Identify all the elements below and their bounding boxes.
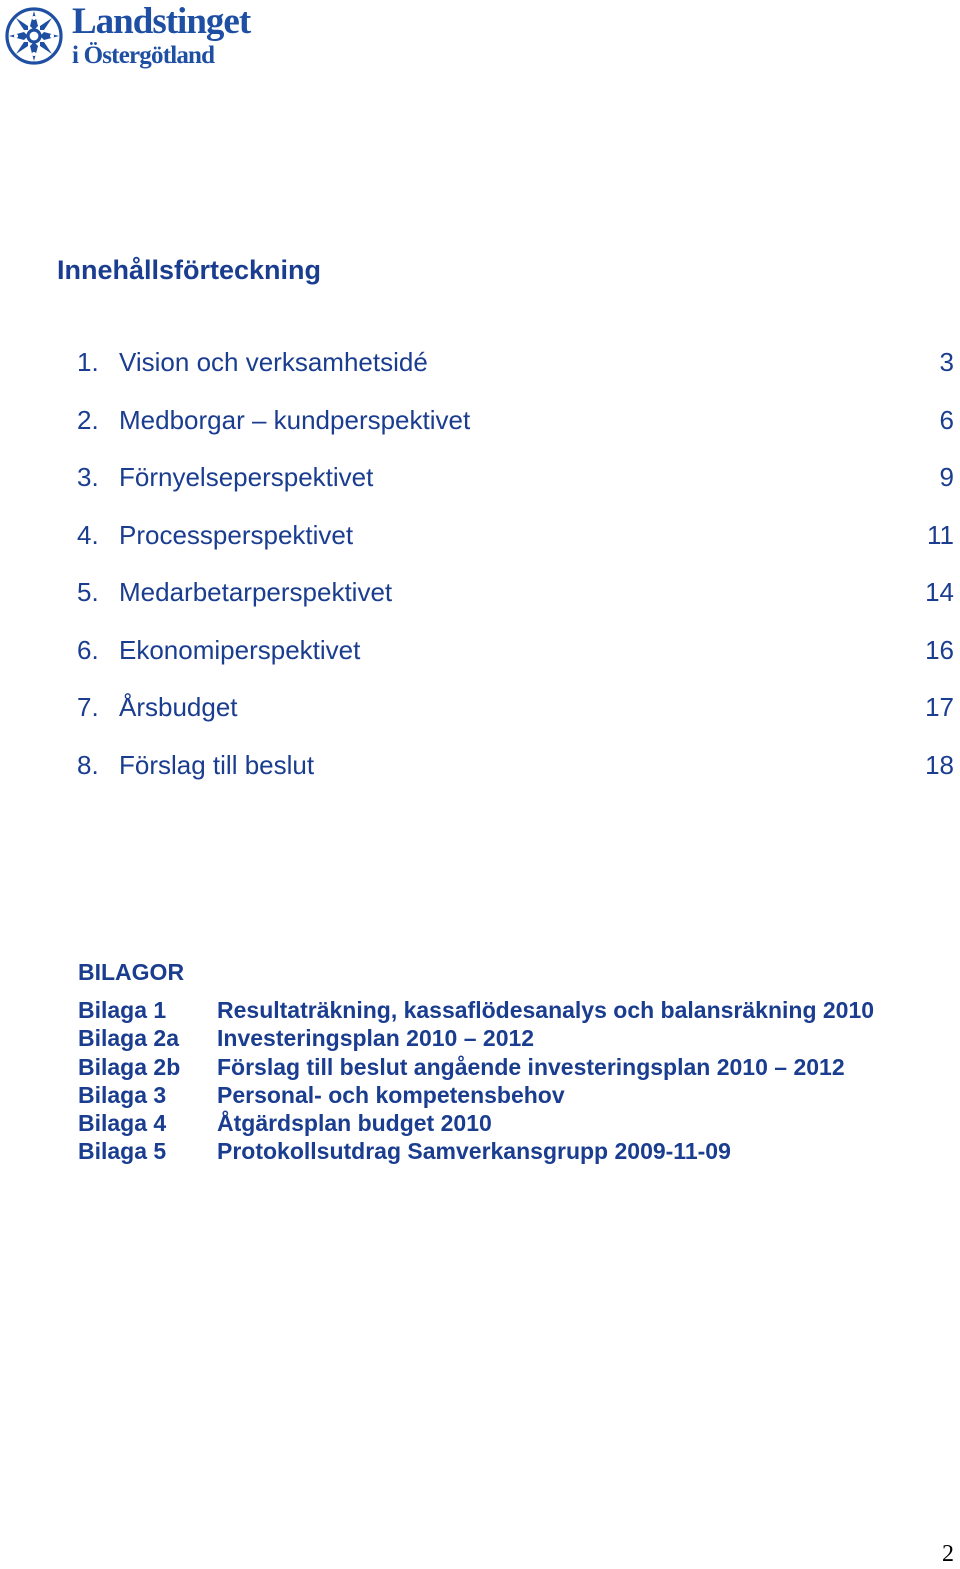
toc-item-page: 14 bbox=[925, 577, 954, 607]
bilaga-title: Investeringsplan 2010 – 2012 bbox=[217, 1025, 535, 1052]
bilaga-title: Resultaträkning, kassaflödesanalys och balansräkning 2010 bbox=[217, 997, 875, 1023]
toc-item-label: Processperspektivet bbox=[119, 519, 354, 550]
toc-item[interactable] bbox=[0, 517, 960, 575]
bilaga-id: Bilaga 5 bbox=[78, 1138, 167, 1165]
toc-item[interactable] bbox=[0, 747, 960, 805]
toc-item-page: 6 bbox=[939, 404, 954, 435]
logo-name-line2: i Östergötland bbox=[72, 42, 215, 69]
bilaga-item[interactable] bbox=[0, 1024, 960, 1052]
bilaga-title: Åtgärdsplan budget 2010 bbox=[217, 1110, 492, 1137]
toc-item-page: 3 bbox=[939, 347, 954, 377]
toc-item-number: 3. bbox=[77, 462, 99, 492]
bilaga-id: Bilaga 4 bbox=[78, 1110, 167, 1137]
bilaga-title: Protokollsutdrag Samverkansgrupp 2009-11-09 bbox=[217, 1138, 731, 1165]
toc-item-number: 4. bbox=[77, 519, 99, 550]
bilaga-title: Förslag till beslut angående investeringsplan 2010 – 2012 bbox=[217, 1053, 845, 1080]
toc-item-number: 7. bbox=[77, 692, 99, 722]
toc-item[interactable] bbox=[0, 402, 960, 460]
bilaga-id: Bilaga 1 bbox=[78, 997, 167, 1023]
toc-item-page: 17 bbox=[925, 692, 954, 722]
bilagor-list bbox=[0, 996, 960, 1166]
toc-item-label: Förslag till beslut bbox=[119, 749, 315, 780]
bilaga-item[interactable] bbox=[0, 1053, 960, 1081]
toc-list bbox=[0, 344, 960, 804]
toc-item[interactable] bbox=[0, 632, 960, 690]
toc-item-page: 11 bbox=[927, 519, 954, 550]
toc-item-page: 18 bbox=[925, 749, 954, 780]
logo-name-line1: Landstinget bbox=[72, 1, 251, 42]
toc-item[interactable] bbox=[0, 574, 960, 632]
bilagor-heading: BILAGOR bbox=[78, 959, 185, 985]
toc-item-number: 8. bbox=[77, 749, 99, 780]
toc-item-number: 1. bbox=[77, 347, 99, 377]
toc-item-label: Årsbudget bbox=[119, 692, 238, 722]
toc-item-label: Medborgar – kundperspektivet bbox=[119, 404, 471, 435]
bilaga-id: Bilaga 3 bbox=[78, 1081, 167, 1108]
toc-item-label: Vision och verksamhetsidé bbox=[119, 347, 428, 377]
toc-title: Innehållsförteckning bbox=[57, 255, 322, 285]
bilaga-item[interactable] bbox=[0, 1109, 960, 1137]
toc-item[interactable] bbox=[0, 459, 960, 517]
toc-item-label: Ekonomiperspektivet bbox=[119, 634, 361, 665]
bilaga-item[interactable] bbox=[0, 1081, 960, 1109]
page-number: 2 bbox=[942, 1541, 954, 1567]
snowflake-logo-icon bbox=[2, 4, 66, 68]
landstinget-logo bbox=[2, 1, 272, 70]
toc-item-label: Medarbetarperspektivet bbox=[119, 577, 393, 607]
bilaga-title: Personal- och kompetensbehov bbox=[217, 1081, 565, 1108]
bilaga-item[interactable] bbox=[0, 996, 960, 1024]
toc-item-page: 16 bbox=[925, 634, 954, 665]
toc-item[interactable] bbox=[0, 689, 960, 747]
toc-item-label: Förnyelseperspektivet bbox=[119, 462, 374, 492]
toc-item-number: 2. bbox=[77, 404, 99, 435]
toc-item-number: 5. bbox=[77, 577, 99, 607]
bilaga-id: Bilaga 2a bbox=[78, 1025, 179, 1052]
toc-item-page: 9 bbox=[939, 462, 954, 492]
bilaga-id: Bilaga 2b bbox=[78, 1053, 181, 1080]
toc-item-number: 6. bbox=[77, 634, 99, 665]
bilaga-item[interactable] bbox=[0, 1137, 960, 1165]
toc-item[interactable] bbox=[0, 344, 960, 402]
